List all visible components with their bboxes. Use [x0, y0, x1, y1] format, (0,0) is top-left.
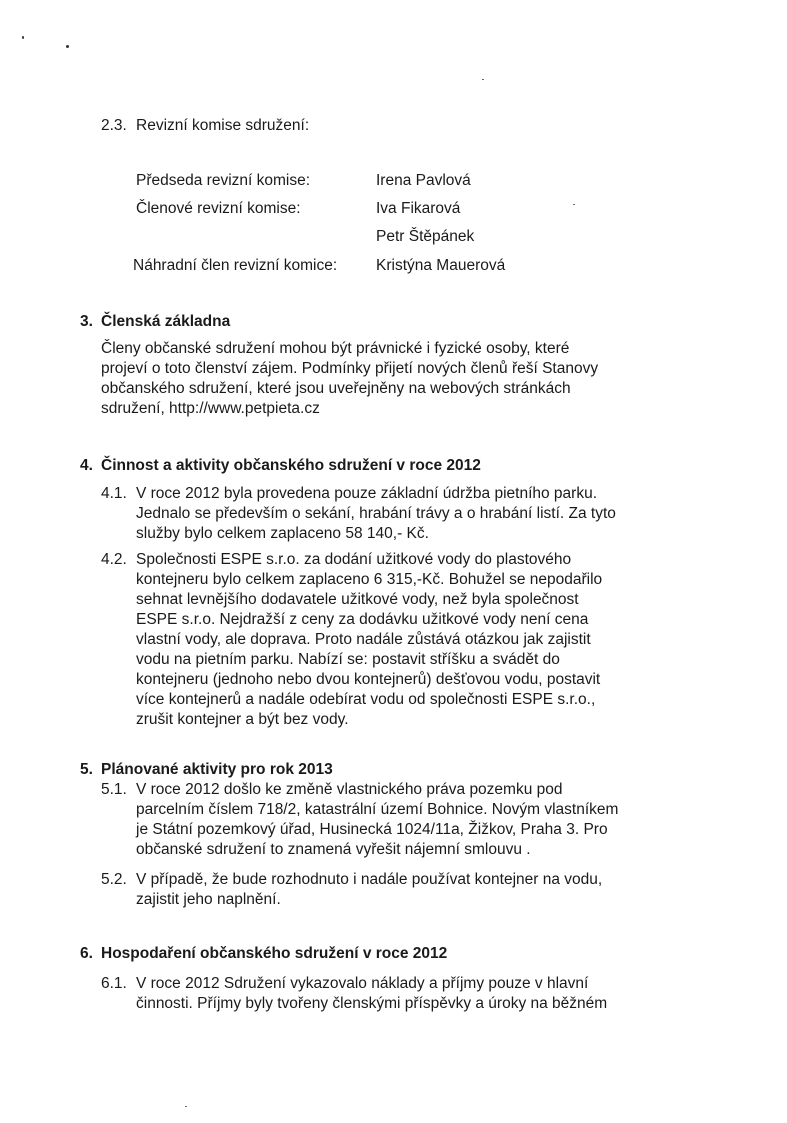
item-4-2-paragraph	[136, 550, 602, 730]
paragraph-line: kontejneru (jednoho nebo dvou kontejnerů) dešťovou vodu, postavit	[136, 671, 601, 688]
paragraph-line: zajistit jeho naplnění.	[136, 891, 281, 908]
scan-speck	[573, 204, 575, 205]
paragraph-line: Členy občanské sdružení mohou být právnické i fyzické osoby, které	[101, 340, 570, 357]
members-value-2: Petr Štěpánek	[376, 228, 475, 245]
paragraph-line: více kontejnerů a nadále odebírat vodu od společnosti ESPE s.r.o.,	[136, 691, 596, 708]
members-label: Členové revizní komise:	[136, 200, 301, 217]
section-3-paragraph	[101, 339, 598, 419]
paragraph-line: je Státní pozemkový úřad, Husinecká 1024/11a, Žižkov, Praha 3. Pro	[136, 821, 608, 838]
section-3-number: 3.	[80, 313, 93, 330]
paragraph-line: Jednalo se především o sekání, hrabání trávy a o hrabání listí. Za tyto	[136, 505, 616, 522]
scan-speck	[22, 36, 24, 39]
paragraph-line: vlastní vody, ale doprava. Proto nadále zůstává otázkou jak zajistit	[136, 631, 591, 648]
section-6-number: 6.	[80, 945, 93, 962]
section-6-title: Hospodaření občanského sdružení v roce 2012	[101, 945, 448, 962]
substitute-value: Kristýna Mauerová	[376, 257, 506, 274]
section-5-number: 5.	[80, 761, 93, 778]
chair-label: Předseda revizní komise:	[136, 172, 311, 189]
item-6-1-number: 6.1.	[101, 975, 127, 992]
section-2-3-title: Revizní komise sdružení:	[136, 117, 310, 134]
item-6-1-paragraph	[136, 974, 607, 1014]
paragraph-line: kontejneru bylo celkem zaplaceno 6 315,-Kč. Bohužel se nepodařilo	[136, 571, 603, 588]
paragraph-line: občanské sdružení to znamená vyřešit nájemní smlouvu .	[136, 841, 531, 858]
section-4-title: Činnost a aktivity občanského sdružení v roce 2012	[101, 457, 481, 474]
section-5-title: Plánované aktivity pro rok 2013	[101, 761, 333, 778]
section-3-title: Členská základna	[101, 313, 231, 330]
item-4-1-number: 4.1.	[101, 485, 127, 502]
section-2-3-number: 2.3.	[101, 117, 127, 134]
section-4-number: 4.	[80, 457, 93, 474]
scan-speck	[482, 79, 484, 80]
item-4-1-paragraph	[136, 484, 616, 544]
item-4-2-number: 4.2.	[101, 551, 127, 568]
scan-speck	[66, 45, 69, 48]
scan-speck	[185, 1106, 187, 1107]
paragraph-line: Společnosti ESPE s.r.o. za dodání užitkové vody do plastového	[136, 551, 572, 568]
paragraph-line: ESPE s.r.o. Nejdražší z ceny za dodávku užitkové vody není cena	[136, 611, 589, 628]
item-5-2-number: 5.2.	[101, 871, 127, 888]
substitute-label: Náhradní člen revizní komice:	[133, 257, 338, 274]
paragraph-line: V roce 2012 došlo ke změně vlastnického práva pozemku pod	[136, 781, 563, 798]
chair-value: Irena Pavlová	[376, 172, 471, 189]
paragraph-line: parcelním číslem 718/2, katastrální území Bohnice. Novým vlastníkem	[136, 801, 619, 818]
paragraph-line: V roce 2012 byla provedena pouze základní údržba pietního parku.	[136, 485, 598, 502]
members-value-1: Iva Fikarová	[376, 200, 461, 217]
paragraph-line: služby bylo celkem zaplaceno 58 140,- Kč.	[136, 525, 429, 542]
paragraph-line: zrušit kontejner a být bez vody.	[136, 711, 349, 728]
paragraph-line: V případě, že bude rozhodnuto i nadále používat kontejner na vodu,	[136, 871, 603, 888]
paragraph-line: sehnat levnějšího dodavatele užitkové vody, než byla společnost	[136, 591, 579, 608]
paragraph-line: občanského sdružení, které jsou uveřejněny na webových stránkách	[101, 380, 571, 397]
paragraph-line: V roce 2012 Sdružení vykazovalo náklady a příjmy pouze v hlavní	[136, 975, 589, 992]
paragraph-line: sdružení, http://www.petpieta.cz	[101, 400, 320, 417]
item-5-1-number: 5.1.	[101, 781, 127, 798]
paragraph-line: projeví o toto členství zájem. Podmínky přijetí nových členů řeší Stanovy	[101, 360, 599, 377]
paragraph-line: činnosti. Příjmy byly tvořeny členskými příspěvky a úroky na běžném	[136, 995, 608, 1012]
item-5-1-paragraph	[136, 780, 618, 860]
item-5-2-paragraph	[136, 870, 602, 910]
paragraph-line: vodu na pietním parku. Nabízí se: postavit stříšku a svádět do	[136, 651, 560, 668]
